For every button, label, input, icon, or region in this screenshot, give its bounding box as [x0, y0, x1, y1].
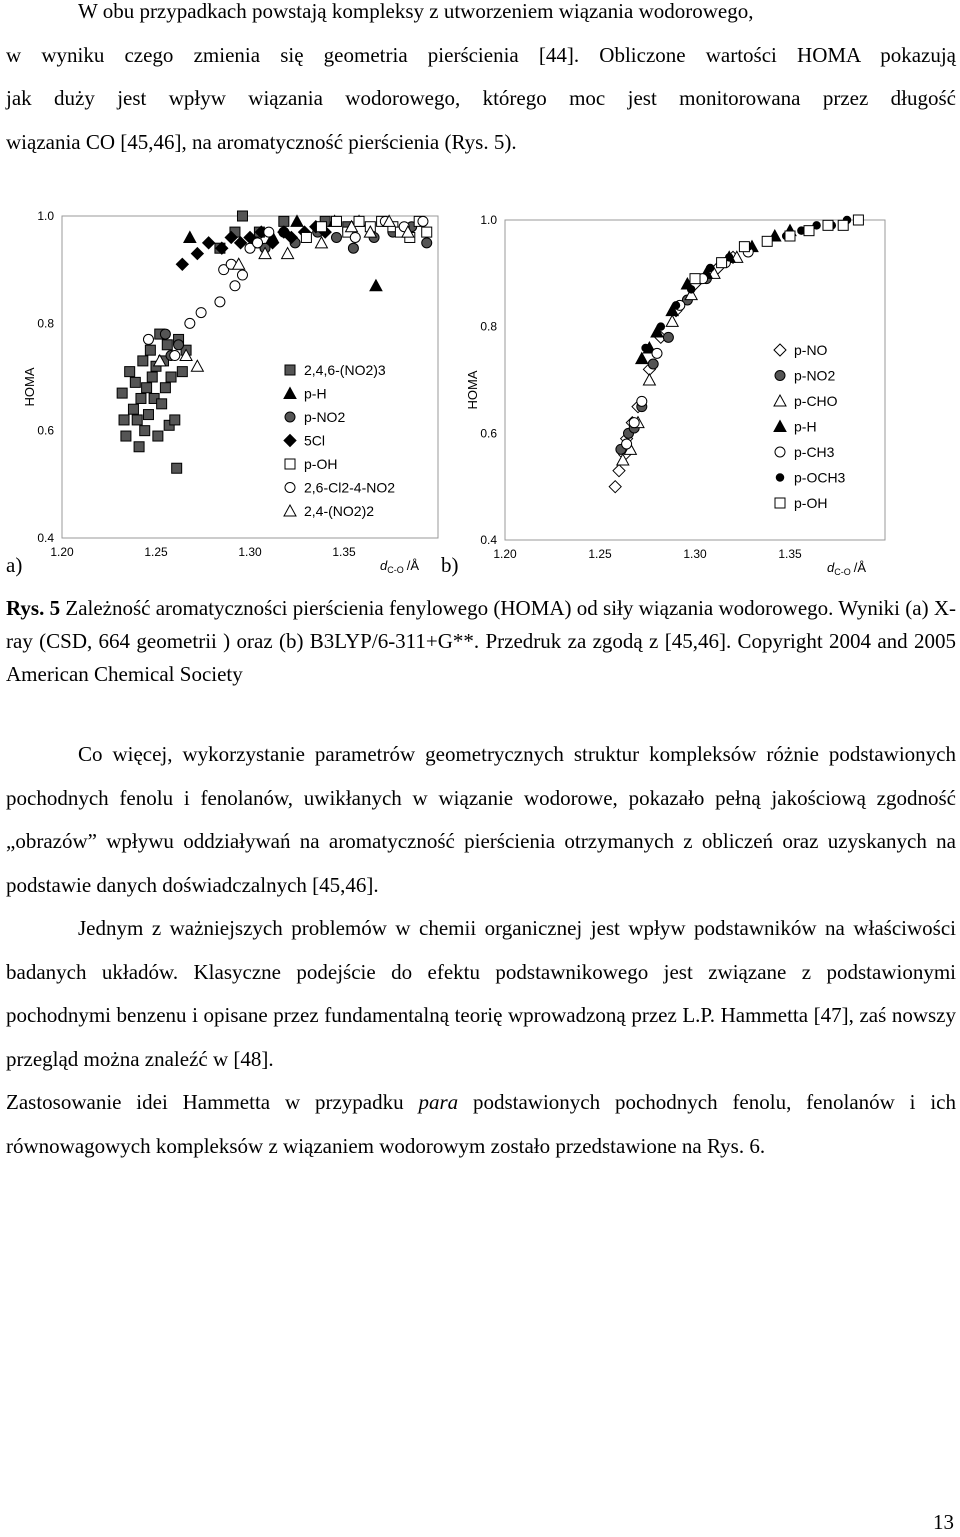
x-axis-label-unit: /Å: [853, 560, 867, 575]
x-axis-label-sub: C-O: [387, 565, 404, 575]
data-point: [687, 286, 695, 294]
data-point: [147, 372, 157, 382]
data-point: [370, 280, 382, 291]
data-point: [170, 351, 180, 361]
data-point: [191, 248, 203, 260]
data-point: [348, 243, 358, 253]
legend-label: 5Cl: [304, 432, 326, 449]
data-point: [160, 383, 170, 393]
x-tick-label: 1.35: [332, 545, 356, 559]
y-tick-label: 0.8: [480, 319, 497, 334]
legend-label: p-CHO: [794, 393, 838, 409]
intro-line-2: w wyniku czego zmienia się geometria pierścienia [44]. Obliczone wartości HOMA pokazują: [6, 42, 956, 67]
data-point: [717, 258, 727, 268]
legend-label: 2,6-Cl2-4-NO2: [304, 479, 396, 496]
data-point: [672, 302, 680, 310]
body-paragraph-3: [6, 1081, 956, 1168]
data-point: [128, 404, 138, 414]
data-point: [838, 220, 848, 230]
y-tick-label: 0.6: [37, 423, 54, 438]
legend-label: p-OCH3: [794, 469, 846, 486]
data-point: [184, 231, 196, 242]
data-point: [663, 332, 673, 342]
legend-label: p-OH: [794, 495, 828, 511]
data-point: [629, 418, 639, 428]
x-tick-label: 1.20: [50, 545, 74, 559]
chart-panel-b: [455, 200, 895, 590]
data-point: [690, 274, 700, 284]
data-point: [331, 216, 341, 226]
data-point: [315, 237, 327, 248]
data-point: [609, 481, 621, 493]
series-1: [616, 274, 712, 455]
caption-text: Zależność aromatyczności pierścienia fenylowego (HOMA) od siły wiązania wodorowego. Wyniki (a) X-ray (CSD, 664 geometrii ) oraz (b) B3LYP/6-311+G**. Przedruk za zgodą z [45,46]. Copyright 2004 and 2005 American Chemical Society: [6, 596, 956, 686]
chart-panel-a: [20, 200, 450, 590]
data-point: [422, 238, 432, 248]
series-5: [642, 216, 851, 352]
data-point: [652, 348, 662, 358]
data-point: [174, 340, 184, 350]
legend-marker: [285, 412, 295, 422]
body-paragraph-3-end: podstawionych pochodnych fenolu, fenolanów i ich równowagowych kompleksów z wiązaniem wodorowym zostało przedstawione na Rys. 6.: [6, 1090, 956, 1158]
data-point: [613, 465, 625, 477]
x-axis-label: $d_{C-O}$ /Å: [380, 558, 420, 575]
data-point: [136, 393, 146, 403]
data-point: [185, 318, 195, 328]
data-point: [203, 237, 215, 249]
legend-marker: [284, 388, 296, 399]
data-point: [138, 356, 148, 366]
x-tick-label: 1.35: [778, 547, 802, 561]
data-point: [140, 426, 150, 436]
data-point: [215, 297, 225, 307]
data-point: [143, 410, 153, 420]
legend-label: 2,4-(NO2)2: [304, 503, 375, 519]
data-point: [125, 367, 135, 377]
data-point: [422, 227, 432, 237]
data-point: [739, 242, 749, 252]
data-point: [132, 415, 142, 425]
data-point: [196, 308, 206, 318]
data-point: [316, 222, 326, 232]
data-point: [230, 281, 240, 291]
data-point: [643, 374, 655, 385]
data-point: [237, 211, 247, 221]
body-text: [6, 733, 956, 1168]
data-point: [119, 415, 129, 425]
data-point: [145, 345, 155, 355]
x-axis-label-sub: C-O: [834, 567, 851, 577]
legend-label: p-H: [304, 385, 327, 402]
legend-marker: [284, 435, 296, 447]
legend: [284, 362, 395, 519]
data-point: [237, 270, 247, 280]
legend-label: p-NO2: [304, 409, 346, 425]
legend-label: 2,4,6-(NO2)3: [304, 362, 386, 378]
data-point: [153, 431, 163, 441]
legend-marker: [774, 421, 786, 432]
page-number: 13: [933, 1510, 954, 1534]
x-axis-label: $d_{C-O}$ /Å: [827, 560, 867, 577]
legend-marker: [285, 483, 295, 493]
data-point: [157, 399, 167, 409]
x-tick-label: 1.25: [144, 545, 168, 559]
intro-paragraph: [6, 0, 956, 164]
data-point: [177, 367, 187, 377]
data-point: [354, 216, 364, 226]
data-point: [264, 227, 274, 237]
x-tick-label: 1.30: [238, 545, 262, 559]
legend-marker: [775, 371, 785, 381]
data-point: [117, 388, 127, 398]
panel-b-label: b): [441, 553, 459, 577]
data-point: [823, 220, 833, 230]
data-point: [166, 372, 176, 382]
legend-marker: [774, 344, 786, 356]
y-tick-label: 1.0: [480, 213, 497, 227]
data-point: [853, 215, 863, 225]
body-paragraph-2: Jednym z ważniejszych problemów w chemii organicznej jest wpływ podstawników na właściwości badanych układów. Klasyczne podejście do efektu podstawnikowego jest związane z podstawionymi pochodnymi benzenu i opisane przez fundamentalną teorię wprowadzoną przez L.P. Hammetta [47], zaś nowszy przegląd można znaleźć w [48].: [6, 916, 956, 1071]
data-point: [622, 439, 632, 449]
legend-marker: [775, 498, 785, 508]
data-point: [282, 248, 294, 259]
body-paragraph-1: Co więcej, wykorzystanie parametrów geometrycznych struktur kompleksów różnie podstawionych pochodnych fenolu i fenolanów, uwikłanych w wiązanie wodorowe, pokazało pełną jakościową zgodność „obrazów” wpływu oddziaływań na aromatyczność pierścienia otrzymanych z obliczeń oraz uzyskanych na podstawie danych doświadczalnych [45,46].: [6, 742, 956, 897]
figure-5: [0, 200, 960, 590]
figure-caption: [6, 592, 956, 691]
body-paragraph-3-italic: para: [418, 1090, 459, 1114]
intro-line-4: wiązania CO [45,46], na aromatyczność pierścienia (Rys. 5).: [6, 129, 517, 154]
data-point: [291, 215, 303, 226]
body-paragraph-3-start: Zastosowanie idei Hammetta w przypadku: [6, 1090, 419, 1114]
data-point: [172, 463, 182, 473]
data-point: [130, 377, 140, 387]
x-axis-label-unit: /Å: [406, 558, 420, 573]
y-tick-label: 1.0: [37, 209, 54, 223]
caption-label: Rys. 5: [6, 596, 61, 620]
data-point: [170, 415, 180, 425]
y-tick-label: 0.6: [480, 426, 497, 441]
data-point: [253, 238, 263, 248]
legend-marker: [284, 505, 296, 516]
legend-label: p-H: [794, 418, 817, 435]
legend: [774, 342, 846, 511]
series-0: [609, 251, 739, 492]
legend-marker: [776, 474, 784, 482]
data-point: [648, 359, 658, 369]
intro-line-3: jak duży jest wpływ wiązania wodorowego, którego moc jest monitorowana przez długość: [6, 86, 956, 110]
data-point: [331, 232, 341, 242]
data-point: [642, 344, 650, 352]
legend-marker: [775, 447, 785, 457]
data-point: [301, 232, 311, 242]
data-point: [418, 216, 428, 226]
legend-label: p-CH3: [794, 444, 835, 460]
x-tick-label: 1.30: [683, 547, 707, 561]
series-2: [160, 222, 431, 361]
panel-a-label: a): [6, 553, 23, 577]
data-point: [143, 334, 153, 344]
data-point: [350, 232, 360, 242]
y-tick-label: 0.8: [37, 316, 54, 331]
data-point: [762, 236, 772, 246]
legend-label: p-OH: [304, 456, 338, 472]
intro-line-1: W obu przypadkach powstają kompleksy z utworzeniem wiązania wodorowego,: [78, 0, 754, 23]
data-point: [121, 431, 131, 441]
data-point: [162, 340, 172, 350]
legend-marker: [285, 365, 295, 375]
data-point: [666, 315, 678, 326]
legend-marker: [285, 459, 295, 469]
y-axis-label: HOMA: [22, 367, 37, 407]
data-point: [657, 323, 665, 331]
legend-label: p-NO: [794, 342, 828, 358]
data-point: [636, 353, 648, 364]
x-tick-label: 1.20: [493, 547, 517, 561]
y-tick-label: 0.4: [37, 531, 54, 545]
data-point: [637, 396, 647, 406]
legend-label: p-NO2: [794, 367, 836, 384]
data-point: [142, 383, 152, 393]
data-point: [785, 231, 795, 241]
y-tick-label: 0.4: [480, 533, 497, 547]
data-point: [706, 264, 714, 272]
x-tick-label: 1.25: [588, 547, 612, 561]
data-point: [160, 329, 170, 339]
y-axis-label: HOMA: [465, 370, 480, 410]
data-point: [804, 226, 814, 236]
legend-marker: [774, 395, 786, 406]
data-point: [279, 216, 289, 226]
data-point: [191, 360, 203, 371]
data-point: [134, 442, 144, 452]
data-point: [176, 258, 188, 270]
